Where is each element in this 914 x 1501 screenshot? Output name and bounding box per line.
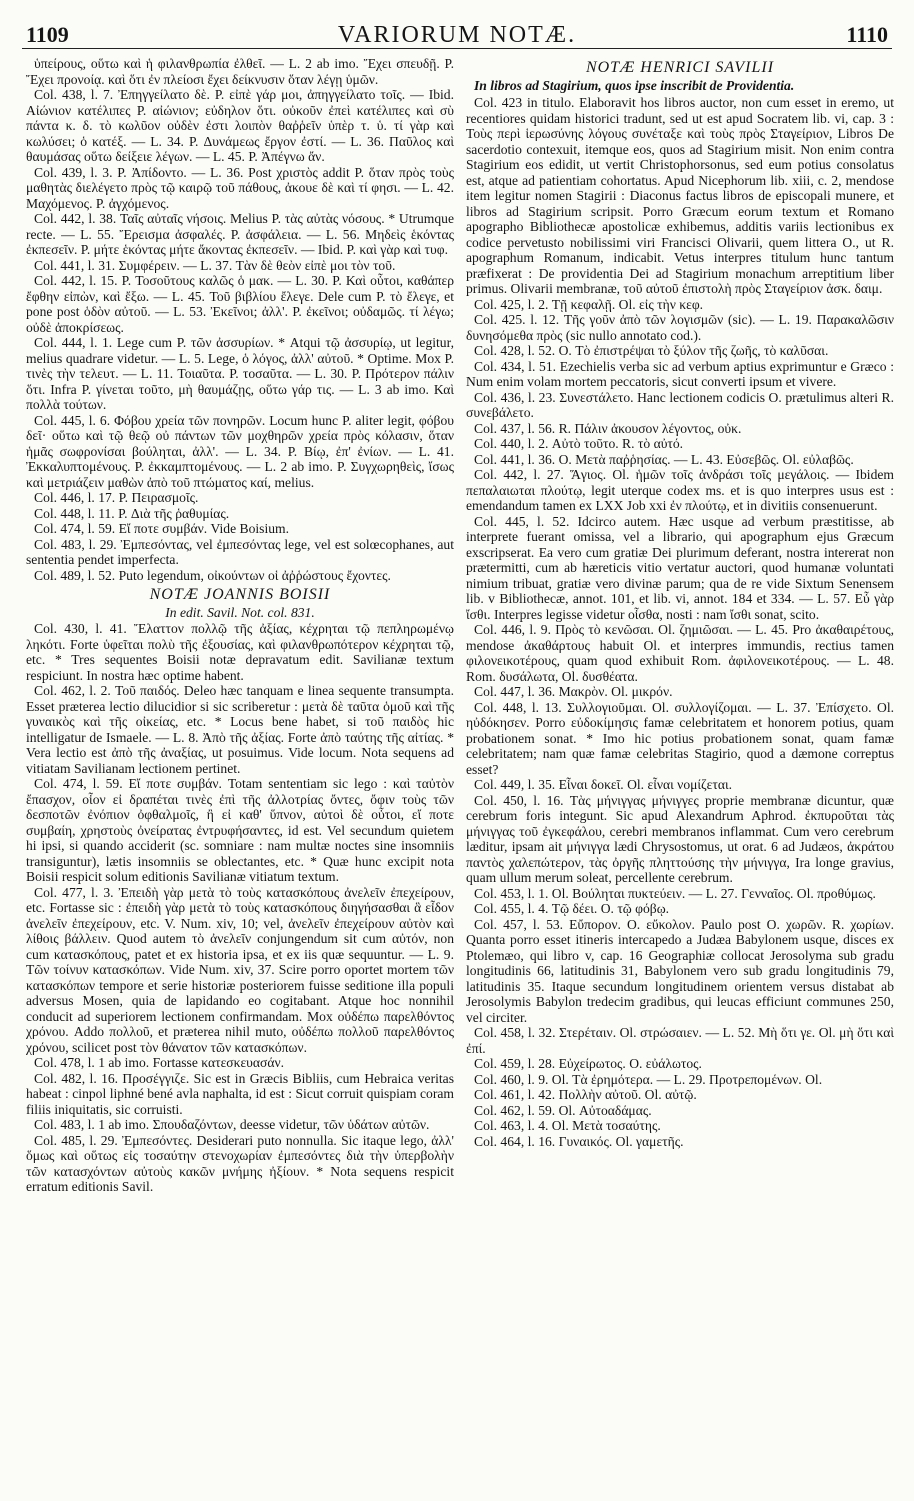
note-entry: Col. 462, l. 2. Τοῦ παιδός. Deleo hæc tanquam e linea sequente transumpta. Esset præterea lectio dilucidior si sic scriberetur : μετὰ δὲ ταῦτα ὁμοῦ καὶ τῆς γυναικὸς καὶ τῆς οἰκείας, etc. * Locus bene habet, si τοῦ παιδὸς hic intelligatur de Ismaele. — L. 8. Ἀπὸ τῆς ἀξίας. Forte ἀπὸ ταύτης τῆς αἰτίας. * Vera lectio est ἀπὸ τῆς ἀναξίας, ut posuimus. Vide locum. Nota sequens ad vitiatam Savilianam lectionem pertinet.	[26, 683, 454, 776]
note-entry: Col. 436, l. 23. Συνεστάλετο. Hanc lectionem codicis O. prætulimus alteri R. συνεβάλετο.	[466, 389, 894, 420]
note-entry: Col. 442, l. 15. P. Τοσοῦτους καλῶς ὁ μακ. — L. 30. P. Καὶ οὗτοι, καθάπερ ἔφθην εἰπὼν, καὶ ἔξω. — L. 45. Τοῦ βιβλίου ἔλεγε. Dele cum P. τὸ ἔλεγε, et pone post ὁδὸν αὐτοῦ. — L. 53. Ἐκεῖνοι; ἀλλ'. P. ἐκεῖνοι; οὐδαμῶς. τί λέγω; οὐδὲ ἀποκρίσεως.	[26, 273, 454, 335]
note-entry: Col. 437, l. 56. R. Πάλιν ἀκουσον λέγοντος, οὐκ.	[474, 420, 742, 436]
section-intro: In libros ad Stagirium, quos ipse inscribit de Providentia.	[474, 77, 795, 93]
note-entry: Col. 458, l. 32. Στερέταιν. Ol. στρώσαιεν. — L. 52. Μὴ ὅτι γε. Ol. μὴ ὅτι καὶ ἐπί.	[466, 1025, 894, 1056]
note-entry: Col. 448, l. 13. Συλλογιοῦμαι. Ol. συλλογίζομαι. — L. 37. Ἐπίσχετο. Ol. ηὐδόκησεν. Porro εὐδοκίμησις famæ celebritatem et honorem potius, quam probationem sonat. * Imo hic potius probationem sonat, quam famæ celebritatem; nam quæ famæ celebritas Stagirio, quod a dæmone correptus esset?	[466, 699, 894, 777]
note-entry: Col. 430, l. 41. Ἔλαττον πολλῷ τῆς ἀξίας, κέχρηται τῷ πεπληρωμένῳ ληκότι. Forte ὑφεῖται πολὺ τῆς ἐξουσίας, καὶ φιλανθρωπότερον κέχρηται τῷ, etc. * Tres sequentes Boisii notæ depravatum edit. Savilianæ textum respiciunt. In nostra hæc optime habent.	[26, 621, 454, 683]
note-entry: Col. 478, l. 1 ab imo. Fortasse κατεσκευασάν.	[34, 1055, 285, 1070]
note-entry: Col. 453, l. 1. Ol. Βούληται πυκτεύειν. — L. 27. Γενναῖος. Ol. προθύμως.	[474, 885, 876, 901]
note-entry: Col. 455, l. 4. Τῷ δέει. O. τῷ φόβῳ.	[474, 901, 670, 916]
note-entry: Col. 425, l. 2. Τῇ κεφαλῇ. Ol. εἰς τὴν κεφ.	[474, 296, 704, 312]
note-entry: Col. 482, l. 16. Προσέγγιζε. Sic est in Græcis Bibliis, cum Hebraica veritas habeat : cinpol liphné bené avla naphalta, id est : Sicut corruit quispiam coram filiis iniquitatis, sic corruisti.	[26, 1070, 454, 1117]
note-entry: Col. 477, l. 3. Ἐπειδὴ γὰρ μετὰ τὸ τοὺς κατασκόπους ἀνελεῖν ἐπεχείρουν, etc. Fortasse sic : ἐπειδὴ γὰρ μετὰ τὸ τοὺς κατασκόπους διηγήσασθαι ἃ εἶδον ἀνελεῖν ἐπεχείρουν, etc. V. Num. xiv, 10; vel, ἀνελεῖν ἐπεχείρουν αὐτὸν καὶ λίθοις βάλλειν. Quod autem τὸ ἀνελεῖν conjungendum sit cum αὐτόν, non cum κατασκόπους, patet et ex historia ipsa, et ex iis quæ sequuntur. — L. 9. Τῶν τοίνυν κατασκόπων. Vide Num. xiv, 37. Scire porro oportet mortem τῶν κατασκόπων tempore et serie historiæ posteriorem fuisse seditione illa populi adversus Mosen, quia de lapidando eo cogitabant. Atque hoc nonnihil conducit ad superiorem lectionem confirmandam. Mox οὐδέπω παρελθόντος χρόνου. Addo πολλοῦ, et præterea nihil muto, οὐδέπω πολλοῦ παρελθόντος χρόνου, scilicet post τὸν θάνατον τῶν κατασκόπων.	[26, 884, 454, 1055]
note-entry: Col. 447, l. 36. Μακρὸν. Ol. μικρόν.	[474, 684, 673, 699]
note-entry: Col. 442, l. 38. Ταῖς αὐταῖς νήσοις. Melius P. τὰς αὐτὰς νόσους. * Utrumque recte. — L. 55. Ἔρεισμα ἀσφαλές. P. ἀσφάλεια. — L. 56. Μηδεὶς ἑκόντας ἐκπεσεῖν. P. μήτε ἑκόντας μήτε ἄκοντας ἐκπεσεῖν. — Ibid. P. καὶ γὰρ καὶ τυφ.	[26, 211, 454, 257]
note-entry: Col. 460, l. 9. Ol. Τὰ ἐρημότερα. — L. 29. Προτρεπομένων. Ol.	[474, 1071, 823, 1087]
section-subtitle: In edit. Savil. Not. col. 831.	[165, 604, 315, 620]
note-entry: Col. 449, l. 35. Εἶναι δοκεῖ. Ol. εἶναι νομίζεται.	[474, 777, 733, 792]
note-entry: Col. 444, l. 1. Lege cum P. τῶν ἀσσυρίων. * Atqui τῷ ἀσσυρίῳ, ut legitur, melius quadrare videtur. — L. 5. Lege, ὁ λόγος, ἀλλ' αὐτοῦ. * Optime. Mox P. τινὲς τὴν τελευτ. — L. 11. Τοιαῦτα. P. τοσαῦτα. — L. 30. P. Πρότερον πάλιν ὅτι. Infra P. γίνεται τοῦτο, μὴ θαυμάζῃς, οὕτω γάρ τις. — L. 3 ab imo. Καὶ πολλὰ τούτων.	[26, 335, 454, 412]
note-entry: ὑπείρους, οὕτω καὶ ἡ φιλανθρωπία ἐλθεῖ. — L. 2 ab imo. Ἔχει σπευδῇ. P. Ἔχει προνοίᾳ. καὶ ὅτι ἐν πλείοσι ἔχει δείκνυσιν ὅταν λέγῃ ὑμῶν.	[26, 56, 454, 87]
note-entry: Col. 445, l. 6. Φόβου χρεία τῶν πονηρῶν. Locum hunc P. aliter legit, φόβου δεῖ· οὕτω καὶ τῷ θεῷ οὐ πάντων τῶν μοχθηρῶν χρεία πρὸς κόλασιν, ὅταν ἡμᾶς σωφρονίσαι βούληται, ἀλλ'. — L. 34. P. Βίῳ, ἐπ' ἐνίων. — L. 41. Ἐκκαλυπτομένους. P. ἐκκαμπτομένους. — L. 2 ab imo. P. Συγχωρηθεὶς, ἴσως καὶ μετριάζειν μαθὼν ἀπὸ τοῦ πτώματος καί, melius.	[26, 412, 454, 490]
note-entry: Col. 464, l. 16. Γυναικός. Ol. γαμετῆς.	[474, 1133, 684, 1149]
note-entry: Col. 474, l. 59. Εἴ ποτε συμβάν. Totam sententiam sic lego : καὶ ταὐτὸν ἔπασχον, οἷον εἰ δραπέται τινὲς ἐπὶ τῆς ἀλλοτρίας ὄντες, ὄφιν τοὺς τῶν δεσποτῶν ἐνόπιον ὀφθαλμοῖς, ἢ εἰ καθ' ὕπνον, αὐτοὶ δὲ οὗτοι, εἴ ποτε συμβαίη, χρηστοὺς ὀνείρατας ἐντρυφήσαντες, id est. Vel secundum quietem hi ipsi, si quando acciderit (sc. somniare : nam multæ noctes sine insomniis transiguntur), lætis insomniis se oblectantes, etc. * Quæ hunc excipit nota Boisii respicit solum editionis Savilianæ vitiatum textum.	[26, 776, 454, 884]
note-entry: Col. 448, l. 11. P. Διὰ τῆς ῥαθυμίας.	[34, 505, 230, 521]
note-entry: Col. 441, l. 31. Συμφέρειν. — L. 37. Τὰν δὲ θεὸν εἰπὲ μοι τὸν τοῦ.	[34, 257, 396, 273]
section-heading: NOTÆ JOANNIS BOISII	[149, 586, 331, 603]
note-entry: Col. 425. l. 12. Τῆς γοῦν ἀπὸ τῶν λογισμῶν (sic). — L. 19. Παρακαλῶσιν δυνησόμεθα πρὸς (sic nullo annotato cod.).	[466, 312, 894, 343]
right-page-number: 1110	[846, 22, 888, 47]
note-entry: Col. 440, l. 2. Αὐτὸ τοῦτο. R. τὸ αὐτό.	[474, 436, 684, 451]
note-entry: Col. 441, l. 36. O. Μετὰ παῤῥησίας. — L. 43. Εὐσεβῶς. Ol. εὐλαβῶς.	[474, 451, 854, 467]
note-entry: Col. 428, l. 52. O. Τὸ ἐπιστρέψαι τὸ ξύλον τῆς ζωῆς, τὸ καλῦσαι.	[474, 343, 829, 358]
note-entry: Col. 450, l. 16. Τὰς μήνιγγας μήνιγγες proprie membranæ dicuntur, quæ cerebrum foris integunt. Sic apud Alexandrum Aphrod. ἐκπυροῦται τὰς μήνιγγας τοῦ ἐγκεφάλου, cerebri membranos inflammat. Cum vero cerebrum læditur, ipsam ait μήνιγγα lædi Chrysostomus, ut orat. 6 ad Judæos, ἀκράτου παντὸς χαλεπώτερον, τὰς ὀργῆς πληττούσης τὴν μήνιγγα, Ira longe gravius, quam ullum merum soleat, percellente cerebrum.	[466, 792, 894, 885]
note-entry: Col. 463, l. 4. Ol. Μετὰ τοσαύτης.	[474, 1118, 661, 1133]
note-entry: Col. 474, l. 59. Εἴ ποτε συμβάν. Vide Boisium.	[34, 521, 289, 536]
note-entry: Col. 462, l. 59. Ol. Αὐτοαδάμας.	[474, 1102, 652, 1118]
note-entry: Col. 457, l. 53. Εὔπορον. O. εὔκολον. Paulo post O. χωρῶν. R. χωρίων. Quanta porro esset itineris intercapedo a Judæa Babylonem usque, disces ex Ptolemæo, qui libro v, cap. 16 Geographiæ collocat Jerosolyma sub gradu longitudinis 66, latitudinis 31, Babylonem vero sub gradu longitudinis 79, latitudinis 35. Itaque secundum longitudinem orientem versus distabat ab Jerosolymis Babylon tredecim gradibus, qui leucas efficiunt communes 250, vel circiter.	[466, 916, 894, 1025]
note-entry: Col. 434, l. 51. Ezechielis verba sic ad verbum aptius exprimuntur e Græco : Num enim volam mortem peccatoris, sicut converti ipsum et vivere.	[466, 358, 894, 389]
running-head: VARIORUM NOTÆ.	[337, 22, 577, 48]
note-entry: Col. 423 in titulo. Elaboravit hos libros auctor, non cum esset in eremo, ut recentiores quidam historici tradunt, sed ut est apud Socratem lib. vi, cap. 3 : Τοὺς περὶ ἱερωσύνης λόγους συνέταξε καὶ τοὺς πρὸς Σταγείριον, Libros De sacerdotio contexuit, itemque eos, quos ad Stagirium misit. Non enim contra Stagirium eos edidit, ut vertit Christophorsonus, sed eum potius consolatus est, atque ad patientiam cohortatus. Apud Nicephorum lib. xiii, c. 2, mendose item legitur nomen Stagirii : Diaconus factus libros de episcopali munere, et libros ad Stagirium scripsit. Porro Græcum eorum textum et Romano apographo Bibliothecæ apostolicæ exhibemus, additis variis lectionibus ex codice pervetusto nobilissimi viri Francisci Olivarii, quem littera O., ut R. apographum Romanum, indicabit. Vetus interpres titulum hunc tantum præfixerat : De providentia Dei ad Stagirium monachum arreptitium liber primus. Olivarii membranæ, τοῦ αὐτοῦ ἐπιστολὴ πρὸς Σταγείριον ἀσκ. δαιμ.	[466, 95, 894, 296]
section-heading: NOTÆ HENRICI SAVILII	[585, 59, 775, 76]
note-entry: Col. 446, l. 9. Πρὸς τὸ κενῶσαι. Ol. ζημιῶσαι. — L. 45. Pro ἀκαθαιρέτους, mendose ἀκαθάρτους habuit Ol. et interpres immundis, rectius tamen φιλονεικοτέρους, quam quod exhibuit Rom. ἀφιλονεικοτέρους. — L. 48. Rom. δυσάλωτα, Ol. δυσθέατα.	[466, 622, 894, 684]
note-entry: Col. 439, l. 3. P. Ἀπίδοντο. — L. 36. Post χριστὸς addit P. ὅταν πρὸς τοὺς μαθητὰς διελέγετο πρὸς τῷ καιρῷ τοῦ πάθους, ἀκουε δὲ καὶ τί φησι. — L. 42. Μαχόμενος. P. ἀγχόμενος.	[26, 164, 454, 211]
right-column	[466, 56, 894, 1149]
note-entry: Col. 445, l. 52. Idcirco autem. Hæc usque ad verbum præstitisse, ab interprete fuerant omissa, vel a librario, qui apographum ejus Græcum exscripserat. Ea vero cum gratiæ Dei plurimum deferant, nostra intererat non prætermitti, cum ab hæreticis vitio vertatur auctori, quod humanæ voluntati nimium tribuat, gratiæ vero divinæ parum; qua de re vide Sixtum Senensem lib. v Bibliothecæ, annot. 101, et lib. vi, annot. 184 et 334. — L. 57. Εὖ γὰρ ἴσθι. Interpres legisse videtur οἶσθα, nosti : nam ἴσθι sonat, scito.	[466, 513, 894, 622]
note-entry: Col. 483, l. 1 ab imo. Σπουδαζόντων, deesse videtur, τῶν ὑδάτων αὐτῶν.	[34, 1117, 430, 1132]
note-entry: Col. 459, l. 28. Εὐχείρωτος. O. εὐάλωτος.	[474, 1056, 702, 1071]
page-header	[22, 8, 892, 49]
note-entry: Col. 442, l. 27. Ἅγιος. Ol. ἡμῶν τοῖς ἀνδράσι τοῖς μεγάλοις. — Ibidem πεπαλαιωται πλούτῳ, legit uterque codex ms. et is quo interpres usus est : emendandum tamen ex LXX Job xxi ἐν πλούτῳ, et in divitiis consenuerunt.	[466, 467, 894, 513]
left-page-number: 1109	[26, 22, 69, 47]
note-entry: Col. 438, l. 7. Ἐπηγγείλατο δὲ. P. εἰπὲ γάρ μοι, ἀπηγγείλατο τοῖς. — Ibid. Αἰώνιον κατέλιπες P. αἰώνιον; εὐδηλον ὅτι. οὐκοῦν ἐπεὶ κατέλιπες καὶ σὺ πάντα κ. δ. τὸ κωλῦον οὐδὲν ἐστι λοιπὸν θαῤῥεῖν ὑπὲρ τ. ὑ. τί γὰρ καὶ κωλύσει; ὁ κατέξ. — L. 34. P. Δυνάμεως ἔργον ἐστί. — L. 36. Παῦλος καὶ θαυμάσας οὕτω δείξειε λέγων. — L. 45. P. Ἀπέγνω ἄν.	[26, 87, 454, 164]
note-entry: Col. 446, l. 17. P. Πειρασμοῖς.	[34, 490, 199, 505]
note-entry: Col. 461, l. 42. Πολλὴν αὐτοῦ. Ol. αὐτῷ.	[474, 1087, 697, 1102]
left-column	[26, 56, 454, 1195]
note-entry: Col. 489, l. 52. Puto legendum, οἰκούντων οἱ ἀῤῥώστους ἔχοντες.	[34, 567, 391, 583]
note-entry: Col. 483, l. 29. Ἐμπεσόντας, vel ἐμπεσόντας lege, vel est solœcophanes, aut sententia pendet imperfecta.	[26, 536, 454, 567]
note-entry: Col. 485, l. 29. Ἐμπεσόντες. Desiderari puto nonnulla. Sic itaque lego, ἀλλ' ὅμως καὶ οὕτως εἰς τοσαύτην στενοχωρίαν ἐμπεσόντες διὰ τὴν ὑπερβολὴν τῶν κατασχόντων αὐτοὺς κακῶν μνήμης ἠξίουν. * Nota sequens respicit erratum editionis Savil.	[26, 1132, 454, 1194]
